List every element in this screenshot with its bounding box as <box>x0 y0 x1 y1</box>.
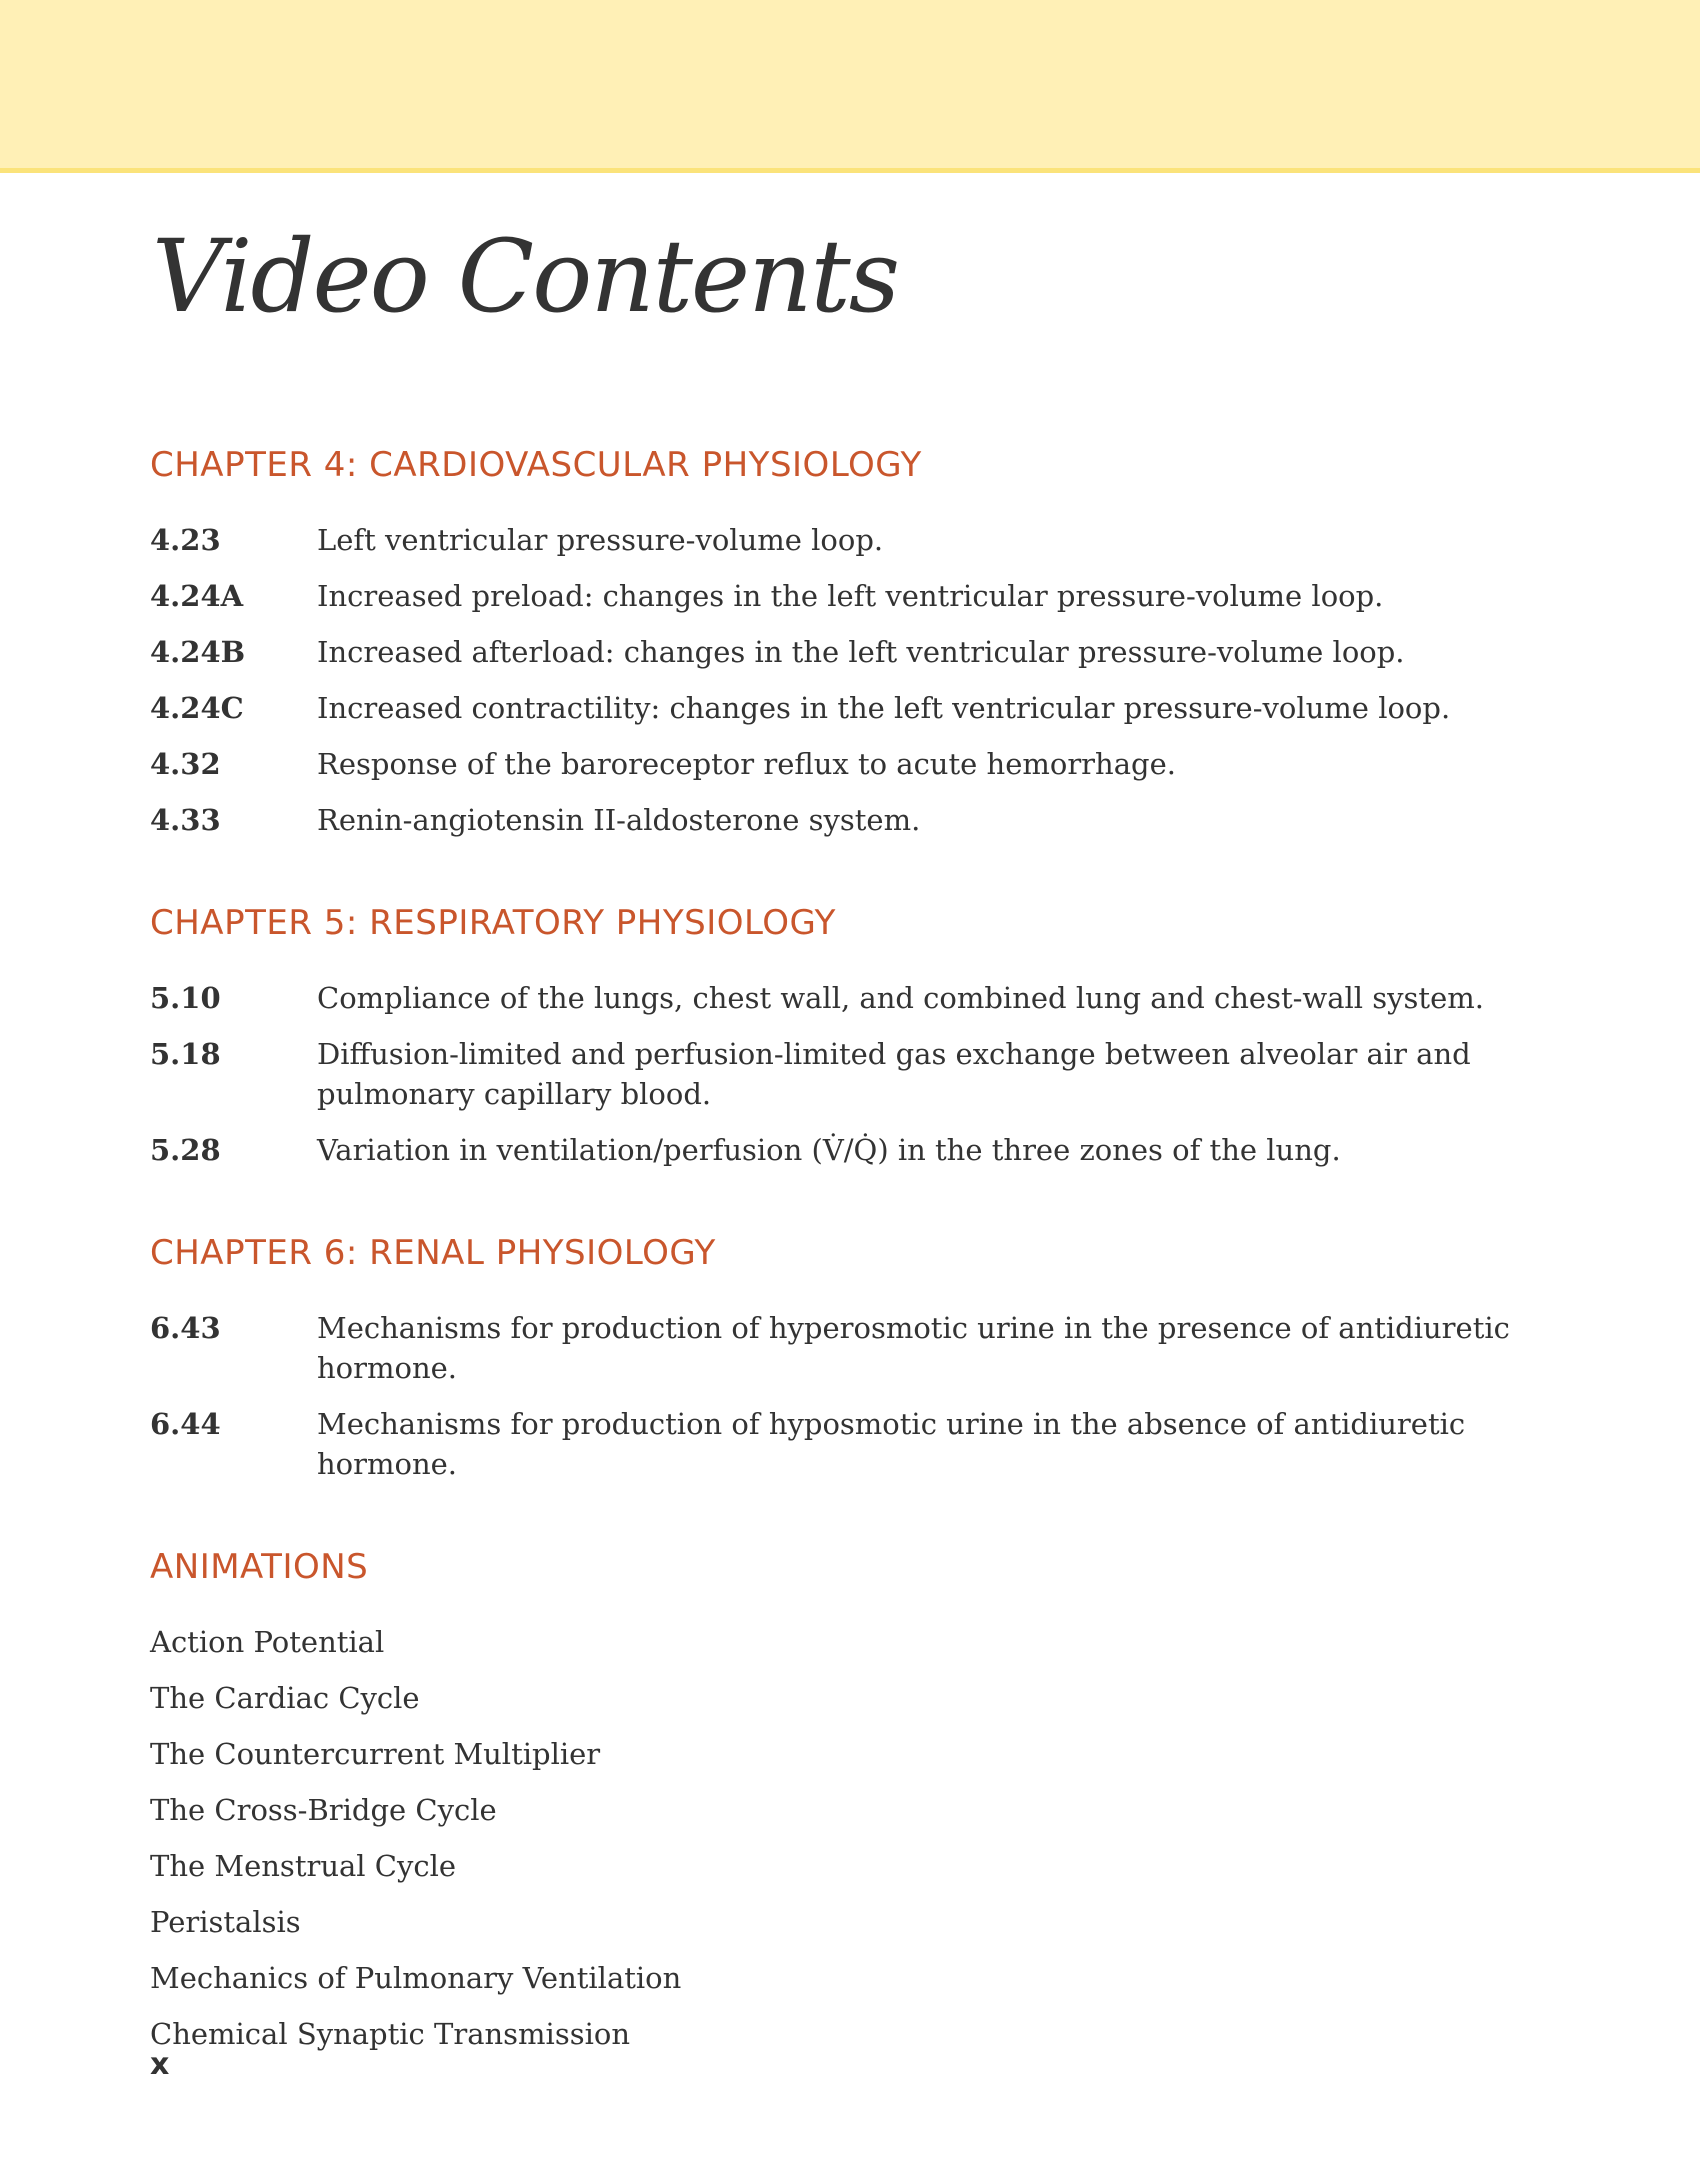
video-entry[interactable] <box>150 800 1570 840</box>
video-number: 5.10 <box>150 981 221 1015</box>
video-title: Variation in ventilation/perfusion (V̇/Q̇) in the three zones of the lung. <box>317 1133 1341 1167</box>
video-number: 4.24B <box>150 635 246 669</box>
video-number: 4.23 <box>150 523 221 557</box>
animation-item[interactable]: The Menstrual Cycle <box>150 1849 457 1883</box>
video-entry[interactable] <box>150 744 1570 784</box>
video-entry[interactable] <box>150 1308 1570 1388</box>
video-title: Increased contractility: changes in the left ventricular pressure-volume loop. <box>317 691 1451 725</box>
video-title: Increased afterload: changes in the left ventricular pressure-volume loop. <box>317 635 1405 669</box>
video-entry[interactable] <box>150 520 1570 560</box>
animation-item[interactable]: Mechanics of Pulmonary Ventilation <box>150 1961 682 1995</box>
video-title: Diffusion-limited and perfusion-limited gas exchange between alveolar air and pulmonary capillary blood. <box>317 1037 1471 1111</box>
video-entry[interactable] <box>150 1130 1570 1170</box>
video-title: Mechanisms for production of hyperosmotic urine in the presence of antidiuretic hormone. <box>317 1311 1510 1385</box>
video-number: 6.43 <box>150 1311 221 1345</box>
animation-item[interactable]: The Cross-Bridge Cycle <box>150 1793 497 1827</box>
video-number: 4.24A <box>150 579 244 613</box>
chapter-heading: CHAPTER 6: RENAL PHYSIOLOGY <box>150 1233 716 1273</box>
page-number: x <box>150 2047 170 2082</box>
video-title: Left ventricular pressure-volume loop. <box>317 523 884 557</box>
video-entry[interactable] <box>150 1034 1570 1114</box>
video-entry[interactable] <box>150 1404 1570 1484</box>
video-entry[interactable] <box>150 688 1570 728</box>
animation-item[interactable]: Chemical Synaptic Transmission <box>150 2017 631 2051</box>
chapter-5-section <box>150 898 1570 1170</box>
video-number: 6.44 <box>150 1407 221 1441</box>
video-title: Renin-angiotensin II-aldosterone system. <box>317 803 921 837</box>
video-entry[interactable] <box>150 632 1570 672</box>
video-number: 4.32 <box>150 747 221 781</box>
video-title: Compliance of the lungs, chest wall, and combined lung and chest-wall system. <box>317 981 1484 1015</box>
animations-section <box>150 1542 1570 2054</box>
video-entry[interactable] <box>150 978 1570 1018</box>
chapter-heading: CHAPTER 4: CARDIOVASCULAR PHYSIOLOGY <box>150 445 922 485</box>
video-number: 5.18 <box>150 1037 221 1071</box>
animation-item[interactable]: Action Potential <box>150 1625 385 1659</box>
video-number: 5.28 <box>150 1133 221 1167</box>
video-number: 4.24C <box>150 691 244 725</box>
video-title: Increased preload: changes in the left ventricular pressure-volume loop. <box>317 579 1384 613</box>
video-entry[interactable] <box>150 576 1570 616</box>
header-band <box>0 0 1700 173</box>
video-title: Mechanisms for production of hyposmotic urine in the absence of antidiuretic hormone. <box>317 1407 1466 1481</box>
animation-item[interactable]: The Countercurrent Multiplier <box>150 1737 601 1771</box>
animation-item[interactable]: Peristalsis <box>150 1905 301 1939</box>
chapter-6-section <box>150 1228 1570 1484</box>
animations-heading: ANIMATIONS <box>150 1547 369 1587</box>
page-title: Video Contents <box>152 218 899 335</box>
chapter-4-section <box>150 440 1570 840</box>
video-title: Response of the baroreceptor reflux to acute hemorrhage. <box>317 747 1176 781</box>
video-number: 4.33 <box>150 803 221 837</box>
chapter-heading: CHAPTER 5: RESPIRATORY PHYSIOLOGY <box>150 903 836 943</box>
contents-list <box>150 440 1570 2070</box>
animation-item[interactable]: The Cardiac Cycle <box>150 1681 420 1715</box>
